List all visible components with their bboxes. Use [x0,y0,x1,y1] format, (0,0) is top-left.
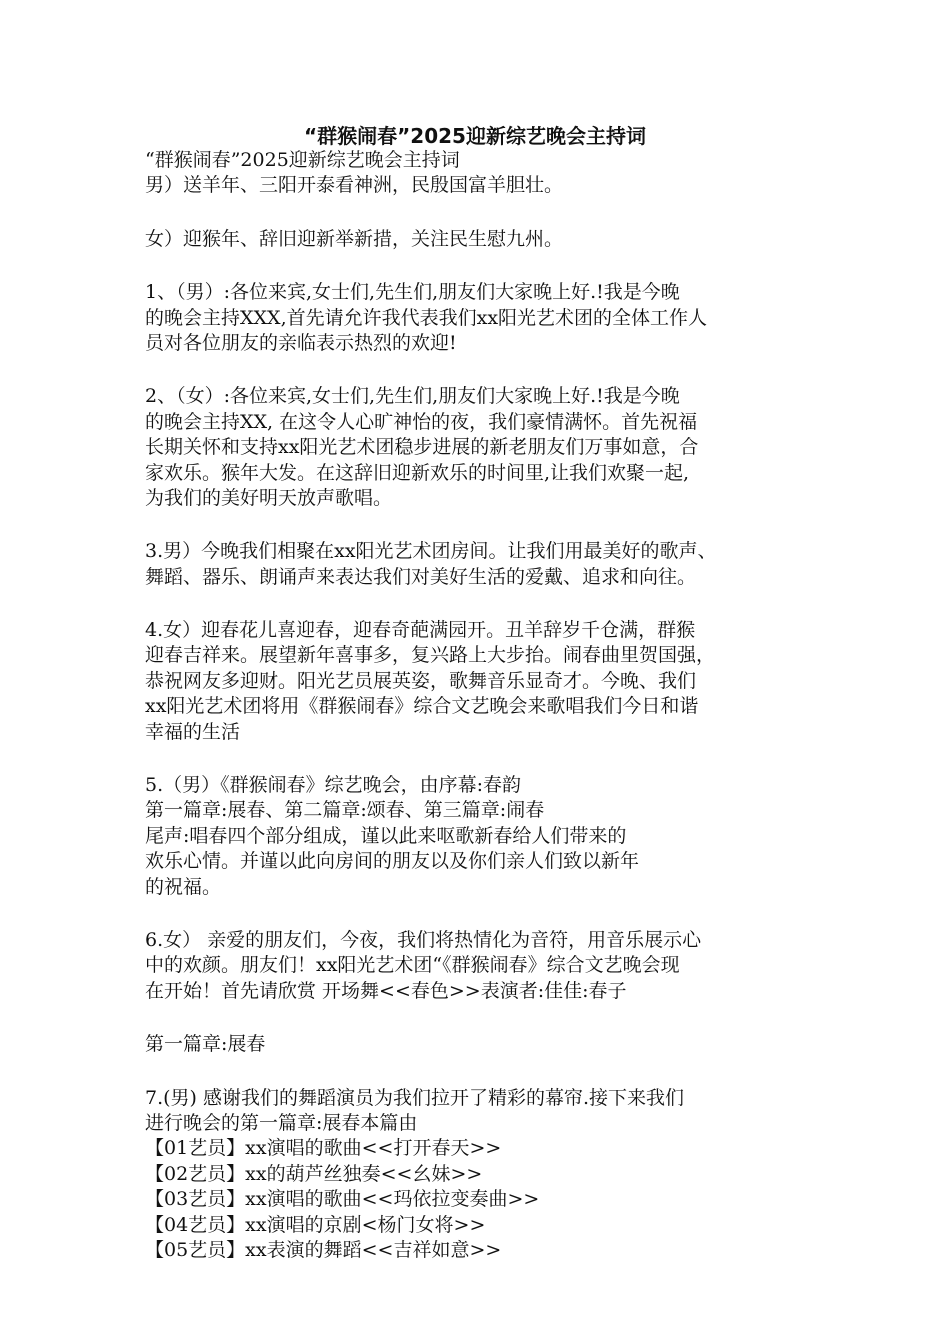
text-line: 舞蹈、器乐、朗诵声来表达我们对美好生活的爱戴、追求和向往。 [145,565,697,588]
text-line: 1、（男）:各位来宾,女士们,先生们,朋友们大家晚上好.!我是今晚 [145,281,680,304]
text-line: 5.（男）《群猴闹春》综艺晚会，由序幕:春韵 [145,774,522,797]
text-line: 的祝福。 [145,875,222,898]
blank-line [145,900,825,928]
text-line: 为我们的美好明天放声歌唱。 [145,486,393,509]
text-line: 尾声:唱春四个部分组成，谨以此来呕歌新春给人们带来的 [145,824,627,847]
blank-line [145,1004,825,1032]
text-line: xx阳光艺术团将用《群猴闹春》综合文艺晚会来歌唱我们今日和谐 [145,695,699,718]
text-line: 迎春吉祥来。展望新年喜事多，复兴路上大步抬。闹春曲里贺国强， [145,644,716,667]
text-line: 恭祝网友多迎财。阳光艺员展英姿，歌舞音乐显奇才。今晚、我们 [145,669,697,692]
blank-line [145,590,825,618]
text-line: “群猴闹春”2025迎新综艺晚会主持词 [145,149,460,171]
text-line: 的晚会主持XXX,首先请允许我代表我们xx阳光艺术团的全体工作人 [145,306,708,329]
text-line: 3.男）今晚我们相聚在xx阳光艺术团房间。让我们用最美好的歌声、 [145,540,717,563]
blank-line [145,511,825,539]
text-line: 欢乐心情。并谨以此向房间的朋友以及你们亲人们致以新年 [145,850,640,873]
text-line: 【02艺员】xx的葫芦丝独奏<<幺妹>> [145,1162,483,1185]
blank-line [145,745,825,773]
blank-line [145,356,825,384]
text-line: 中的欢颜。朋友们！xx阳光艺术团“《群猴闹春》综合文艺晚会现 [145,954,680,977]
text-line: 男）送羊年、三阳开泰看神洲，民殷国富羊胆壮。 [145,174,564,197]
text-line: 2、（女）:各位来宾,女士们,先生们,朋友们大家晚上好.!我是今晚 [145,385,680,408]
text-line: 长期关怀和支持xx阳光艺术团稳步进展的新老朋友们万事如意，合 [145,436,699,459]
text-line: 的晚会主持XX, 在这令人心旷神怡的夜，我们豪情满怀。首先祝福 [145,410,698,433]
blank-line [145,199,825,227]
document-body [145,148,825,1263]
text-line: 【04艺员】xx演唱的京剧<杨门女将>> [145,1213,486,1236]
blank-line [145,252,825,280]
text-line: 6.女） 亲爱的朋友们，今夜，我们将热情化为音符，用音乐展示心 [145,928,702,951]
text-line: 4.女）迎春花儿喜迎春，迎春奇葩满园开。丑羊辞岁千仓满，群猴 [145,619,696,642]
text-line: 进行晚会的第一篇章:展春本篇由 [145,1111,418,1134]
text-line: 第一篇章:展春、第二篇章:颂春、第三篇章:闹春 [145,799,545,822]
text-line: 在开始！首先请欣赏 开场舞<<春色>>表演者:佳佳:春子 [145,979,627,1002]
blank-line [145,1058,825,1086]
text-line: 7.(男) 感谢我们的舞蹈演员为我们拉开了精彩的幕帘.接下来我们 [145,1086,685,1109]
text-line: 女）迎猴年、辞旧迎新举新措，关注民生慰九州。 [145,227,564,250]
text-line: 【03艺员】xx演唱的歌曲<<玛依拉变奏曲>> [145,1188,540,1211]
text-line: 员对各位朋友的亲临表示热烈的欢迎! [145,331,457,354]
text-line: 【01艺员】xx演唱的歌曲<<打开春天>> [145,1137,502,1160]
text-line: 【05艺员】xx表演的舞蹈<<吉祥如意>> [145,1238,502,1261]
text-line: 家欢乐。猴年大发。在这辞旧迎新欢乐的时间里,让我们欢聚一起, [145,461,690,484]
text-line: 第一篇章:展春 [145,1033,266,1056]
document-title: “群猴闹春”2025迎新综艺晚会主持词 [304,124,646,148]
text-line: 幸福的生活 [145,720,241,743]
